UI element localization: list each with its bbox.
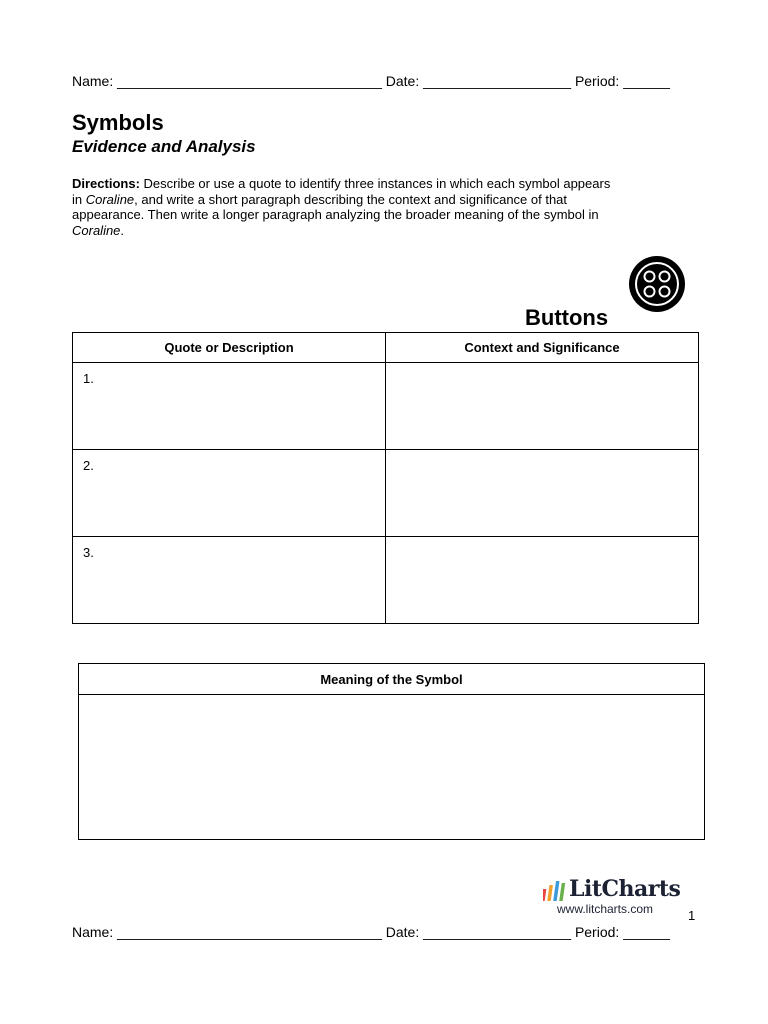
quote-cell[interactable] <box>73 450 386 537</box>
context-cell[interactable] <box>386 450 699 537</box>
logo-bar <box>547 885 553 901</box>
logo-bar <box>553 881 559 901</box>
table-row <box>73 450 699 537</box>
directions-text <box>72 176 612 238</box>
column-header-quote: Quote or Description <box>73 333 386 363</box>
date-label: Date: <box>385 73 420 89</box>
period-blank[interactable]: ______ <box>623 73 670 89</box>
name-blank[interactable]: __________________________________ <box>117 73 382 89</box>
period-label: Period: <box>574 924 620 940</box>
meaning-header: Meaning of the Symbol <box>79 664 705 695</box>
column-header-context: Context and Significance <box>386 333 699 363</box>
evidence-table <box>72 332 699 624</box>
logo-bar <box>543 889 546 901</box>
directions-part-2: , and write a short paragraph describing the context and significance of that appearance. Then write a longer paragraph analyzing the broader meaning of the symbol in <box>72 191 599 222</box>
logo-wordmark: LitCharts <box>569 876 681 902</box>
footer-name-date-period <box>72 923 672 941</box>
date-blank[interactable]: ___________________ <box>423 924 572 940</box>
row-number: 3. <box>83 545 94 560</box>
table-row <box>73 537 699 624</box>
page-subtitle: Evidence and Analysis <box>72 137 256 156</box>
row-number: 1. <box>83 371 94 386</box>
period-blank[interactable]: ______ <box>623 924 670 940</box>
logo-url: www.litcharts.com <box>557 902 654 916</box>
name-label: Name: <box>72 73 114 89</box>
bar-chart-icon <box>543 881 567 901</box>
period-label: Period: <box>574 73 620 89</box>
quote-cell[interactable] <box>73 363 386 450</box>
name-label: Name: <box>72 924 114 940</box>
directions-part-1: Describe or use a quote to identify three instances in which each symbol appears in <box>72 176 611 207</box>
button-icon <box>628 255 686 313</box>
logo-bar <box>559 883 565 901</box>
quote-cell[interactable] <box>73 537 386 624</box>
table-header-row <box>73 333 699 363</box>
page-title: Symbols <box>72 110 164 135</box>
name-blank[interactable]: __________________________________ <box>117 924 382 940</box>
meaning-table <box>78 663 705 840</box>
date-label: Date: <box>385 924 420 940</box>
meaning-cell[interactable] <box>79 695 705 840</box>
page-number: 1 <box>688 908 696 923</box>
table-row <box>73 363 699 450</box>
row-number: 2. <box>83 458 94 473</box>
litcharts-logo[interactable] <box>541 875 691 917</box>
context-cell[interactable] <box>386 537 699 624</box>
work-title: Coraline <box>72 222 121 238</box>
table-row <box>79 695 705 840</box>
table-header-row <box>79 664 705 695</box>
symbol-name: Buttons <box>525 305 609 330</box>
context-cell[interactable] <box>386 363 699 450</box>
directions-part-3: . <box>120 222 125 238</box>
header-name-date-period <box>72 72 672 90</box>
date-blank[interactable]: ___________________ <box>423 73 572 89</box>
work-title: Coraline <box>85 191 135 207</box>
directions-label: Directions: <box>72 176 140 191</box>
